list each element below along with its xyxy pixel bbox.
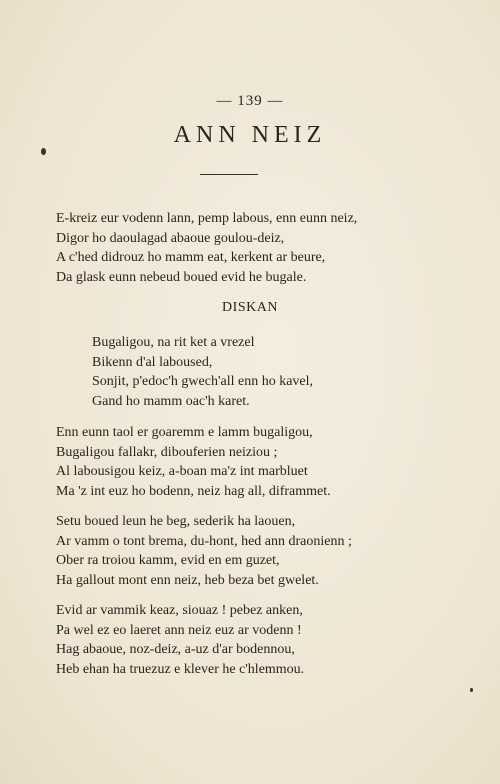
poem-line: Sonjit, p'edoc'h gwech'all enn ho kavel,	[92, 374, 314, 389]
chorus-label: DISKAN	[222, 300, 278, 315]
title-divider	[200, 174, 258, 175]
poem-line: Ha gallout mont enn neiz, heb beza bet gwelet.	[56, 572, 319, 588]
poem-line: Bugaligou, na rit ket a vrezel	[92, 335, 255, 350]
poem-line: Evid ar vammik keaz, siouaz ! pebez anken,	[56, 603, 303, 618]
poem-line: A c'hed didrouz ho mamm eat, kerkent ar beure,	[56, 250, 326, 265]
ink-speck-left	[41, 148, 46, 155]
poem-line: Bikenn d'al laboused,	[92, 354, 213, 370]
poem-line: Hag abaoue, noz-deiz, a-uz d'ar bodennou,	[56, 642, 295, 657]
poem-line: Ar vamm o tont brema, du-hont, hed ann draonienn ;	[56, 533, 352, 549]
poem-line: Ober ra troiou kamm, evid en em guzet,	[56, 553, 280, 568]
chorus-stanza	[92, 333, 313, 411]
poem-line: Setu boued leun he beg, sederik ha laouen,	[56, 514, 296, 529]
stanza-1	[56, 209, 357, 287]
page-number: — 139 —	[216, 93, 284, 109]
poem-line: Ma 'z int euz ho bodenn, neiz hag all, diframmet.	[56, 483, 331, 499]
poem-line: Heb ehan ha truezuz e klever he c'hlemmou.	[56, 661, 305, 677]
poem-line: E-kreiz eur vodenn lann, pemp labous, enn eunn neiz,	[56, 211, 358, 226]
poem-line: Pa wel ez eo laeret ann neiz euz ar vodenn !	[56, 622, 302, 638]
poem-title: ANN NEIZ	[173, 122, 327, 148]
ink-speck-right	[470, 688, 473, 692]
poem-line: Enn eunn taol er goaremm e lamm bugaligou,	[56, 425, 313, 440]
poem-line: Da glask eunn nebeud boued evid he bugale.	[56, 269, 307, 285]
stanza-4	[56, 512, 352, 590]
poem-line: Bugaligou fallakr, dibouferien neiziou ;	[56, 444, 278, 460]
poem-line: Digor ho daoulagad abaoue goulou-deiz,	[56, 230, 285, 246]
poem-line: Al labousigou keiz, a-boan ma'z int marbluet	[56, 464, 308, 479]
stanza-3	[56, 423, 331, 501]
stanza-5	[56, 601, 304, 679]
poem-line: Gand ho mamm oac'h karet.	[92, 393, 250, 409]
